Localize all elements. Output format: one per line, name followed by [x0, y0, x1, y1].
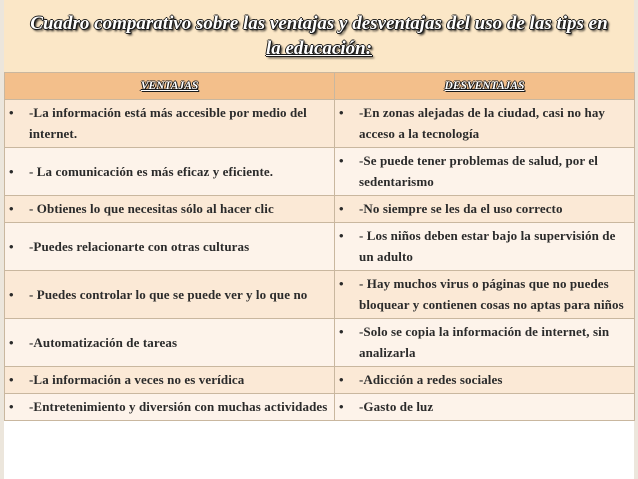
- desventaja-text: -Solo se copia la información de internet, sin analizarla: [359, 324, 610, 360]
- table-row: [5, 223, 635, 271]
- desventaja-text: - Los niños deben estar bajo la supervisión de un adulto: [359, 228, 616, 264]
- bullet-icon: •: [9, 238, 14, 254]
- ventaja-cell: [5, 196, 335, 223]
- bullet-icon: •: [339, 105, 344, 120]
- bullet-icon: •: [339, 399, 344, 414]
- table-row: [5, 367, 635, 394]
- ventaja-text: -La información a veces no es verídica: [29, 372, 245, 387]
- ventaja-text: -Entretenimiento y diversión con muchas actividades: [29, 399, 328, 414]
- ventaja-cell: [5, 148, 335, 196]
- desventaja-cell: [335, 223, 635, 271]
- title-bar: [4, 0, 634, 73]
- title-line-1: Cuadro comparativo sobre las ventajas y desventajas del uso de las tips en: [30, 13, 608, 34]
- ventaja-text: - Obtienes lo que necesitas sólo al hacer clic: [29, 201, 274, 216]
- bullet-icon: •: [9, 163, 14, 179]
- desventaja-cell: [335, 319, 635, 367]
- ventaja-text: -Puedes relacionarte con otras culturas: [29, 238, 250, 254]
- ventaja-text: -La información está más accesible por medio del internet.: [29, 105, 307, 141]
- ventaja-text: -Automatización de tareas: [29, 334, 178, 350]
- desventaja-text: -Adicción a redes sociales: [359, 372, 503, 387]
- bullet-icon: •: [339, 276, 344, 291]
- desventaja-text: -Gasto de luz: [359, 399, 434, 414]
- desventaja-cell: [335, 100, 635, 148]
- bullet-icon: •: [339, 372, 344, 387]
- bullet-icon: •: [9, 201, 14, 216]
- bullet-icon: •: [9, 105, 14, 120]
- desventaja-cell: [335, 271, 635, 319]
- title-line-2: la educación:: [265, 38, 373, 59]
- bullet-icon: •: [339, 153, 344, 168]
- desventaja-cell: [335, 367, 635, 394]
- ventaja-cell: [5, 394, 335, 421]
- table-row: [5, 319, 635, 367]
- bullet-icon: •: [9, 372, 14, 387]
- bullet-icon: •: [339, 201, 344, 216]
- table-row: [5, 394, 635, 421]
- ventaja-text: - La comunicación es más eficaz y eficiente.: [29, 163, 274, 179]
- header-desventajas: DESVENTAJAS: [335, 73, 635, 100]
- desventaja-text: - Hay muchos virus o páginas que no puedes bloquear y contienen cosas no aptas para niños: [359, 276, 624, 312]
- bullet-icon: •: [9, 286, 14, 302]
- bullet-icon: •: [339, 324, 344, 339]
- bullet-icon: •: [9, 334, 14, 350]
- table-row: [5, 100, 635, 148]
- page-title: [19, 11, 619, 61]
- table-header-row: [5, 73, 635, 100]
- ventaja-cell: [5, 223, 335, 271]
- desventaja-text: -En zonas alejadas de la ciudad, casi no hay acceso a la tecnología: [359, 105, 606, 141]
- table-row: [5, 148, 635, 196]
- comparison-table: [4, 72, 635, 421]
- ventaja-text: - Puedes controlar lo que se puede ver y lo que no: [29, 286, 308, 302]
- header-ventajas: VENTAJAS: [5, 73, 335, 100]
- ventaja-cell: [5, 271, 335, 319]
- table-row: [5, 271, 635, 319]
- desventaja-cell: [335, 196, 635, 223]
- bullet-icon: •: [339, 228, 344, 243]
- ventaja-cell: [5, 319, 335, 367]
- desventaja-cell: [335, 148, 635, 196]
- table-row: [5, 196, 635, 223]
- ventaja-cell: [5, 367, 335, 394]
- bullet-icon: •: [9, 399, 14, 414]
- desventaja-cell: [335, 394, 635, 421]
- ventaja-cell: [5, 100, 335, 148]
- desventaja-text: -Se puede tener problemas de salud, por el sedentarismo: [359, 153, 598, 189]
- desventaja-text: -No siempre se les da el uso correcto: [359, 201, 563, 216]
